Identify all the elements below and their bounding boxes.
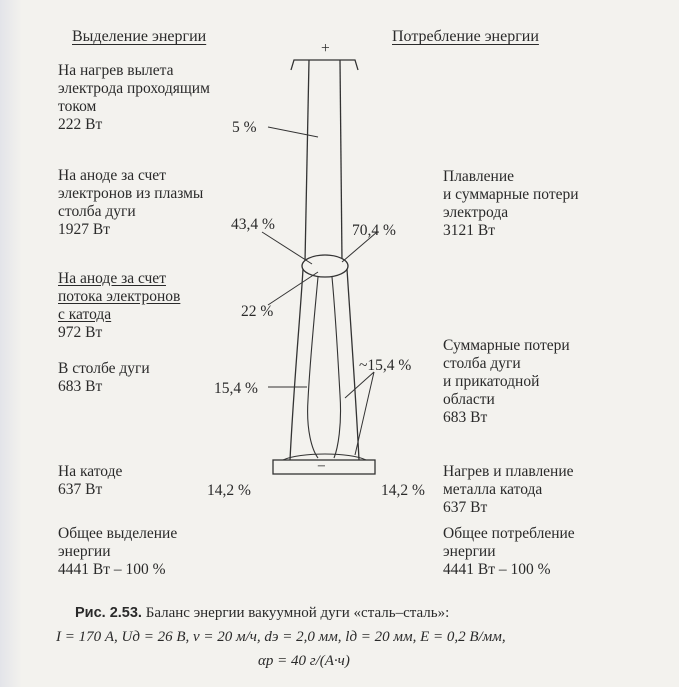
- arc-column-inner-right: [332, 277, 341, 458]
- percent-anode-cathode-flow: 22 %: [241, 303, 274, 320]
- release-item-value: 1927 Вт: [58, 221, 110, 238]
- release-item-value: 972 Вт: [58, 324, 103, 341]
- leader-15-4-right-b: [355, 372, 374, 455]
- arc-column-outer-left: [290, 269, 303, 460]
- consumption-total: [443, 525, 575, 579]
- consumption-item-arc-losses: [443, 337, 570, 427]
- release-item-label: На аноде за счет потока электронов с катода: [58, 270, 181, 323]
- cathode-polarity-minus: −: [317, 458, 326, 475]
- figure-caption-title: [75, 604, 449, 623]
- electrode-left-edge: [305, 60, 309, 262]
- release-item-cathode: [58, 463, 122, 499]
- leader-15-4-right-a: [345, 372, 374, 398]
- electrode-holder: [291, 60, 358, 70]
- percent-electrode-heating: 5 %: [232, 119, 257, 136]
- figure-caption-params: I = 170 А, Uд = 26 В, v = 20 м/ч, dэ = 2,0 мм, lд = 20 мм, E = 0,2 В/мм,: [56, 629, 506, 645]
- consumption-item-value: 683 Вт: [443, 409, 488, 426]
- header-energy-release: Выделение энергии: [72, 28, 207, 45]
- consumption-item-cathode-heating: [443, 463, 574, 517]
- release-item-label: В столбе дуги: [58, 360, 150, 377]
- release-item-value: 222 Вт: [58, 116, 103, 133]
- percent-arc-losses: ~15,4 %: [359, 357, 412, 374]
- release-item-value: 637 Вт: [58, 481, 103, 498]
- release-item-label: На катоде: [58, 463, 123, 480]
- figure-title: Баланс энергии вакуумной дуги «сталь–сталь»:: [141, 605, 450, 621]
- figure-number: Рис. 2.53.: [75, 605, 142, 621]
- release-total-value: 4441 Вт – 100 %: [58, 561, 166, 578]
- electrode-right-edge: [340, 60, 342, 262]
- arc-column-inner-left: [308, 277, 318, 458]
- anode-polarity-plus: +: [321, 40, 330, 57]
- anode-spot: [302, 255, 348, 277]
- percent-electrode-melting: 70,4 %: [352, 222, 396, 239]
- release-total: [58, 525, 177, 579]
- percent-anode-plasma: 43,4 %: [231, 216, 275, 233]
- consumption-total-label: Общее потребление энергии: [443, 525, 575, 560]
- release-item-anode-cathode-flow: [58, 270, 180, 342]
- release-item-label: На аноде за счет электронов из плазмы столба дуги: [58, 167, 204, 220]
- consumption-item-value: 637 Вт: [443, 499, 488, 516]
- percent-cathode-consumption: 14,2 %: [381, 482, 425, 499]
- consumption-item-value: 3121 Вт: [443, 222, 495, 239]
- arc-column-outer-right: [347, 269, 359, 460]
- leader-22: [268, 272, 318, 305]
- release-item-anode-plasma: [58, 167, 203, 239]
- figure-caption-alpha: αр = 40 г/(А·ч): [258, 653, 350, 669]
- consumption-item-label: Плавление и суммарные потери электрода: [443, 168, 579, 221]
- leader-43-4: [262, 232, 312, 264]
- header-energy-consumption: Потребление энергии: [392, 28, 539, 45]
- consumption-item-label: Суммарные потери столба дуги и прикатодной области: [443, 337, 570, 408]
- release-item-electrode-heating: [58, 62, 210, 134]
- release-item-value: 683 Вт: [58, 378, 103, 395]
- percent-arc-column: 15,4 %: [214, 380, 258, 397]
- percent-cathode-release: 14,2 %: [207, 482, 251, 499]
- release-item-arc-column: [58, 360, 150, 396]
- release-item-label: На нагрев вылета электрода проходящим током: [58, 62, 210, 115]
- consumption-item-electrode-melting: [443, 168, 579, 240]
- consumption-item-label: Нагрев и плавление металла катода: [443, 463, 574, 498]
- release-total-label: Общее выделение энергии: [58, 525, 178, 560]
- consumption-total-value: 4441 Вт – 100 %: [443, 561, 551, 578]
- leader-5: [268, 127, 318, 137]
